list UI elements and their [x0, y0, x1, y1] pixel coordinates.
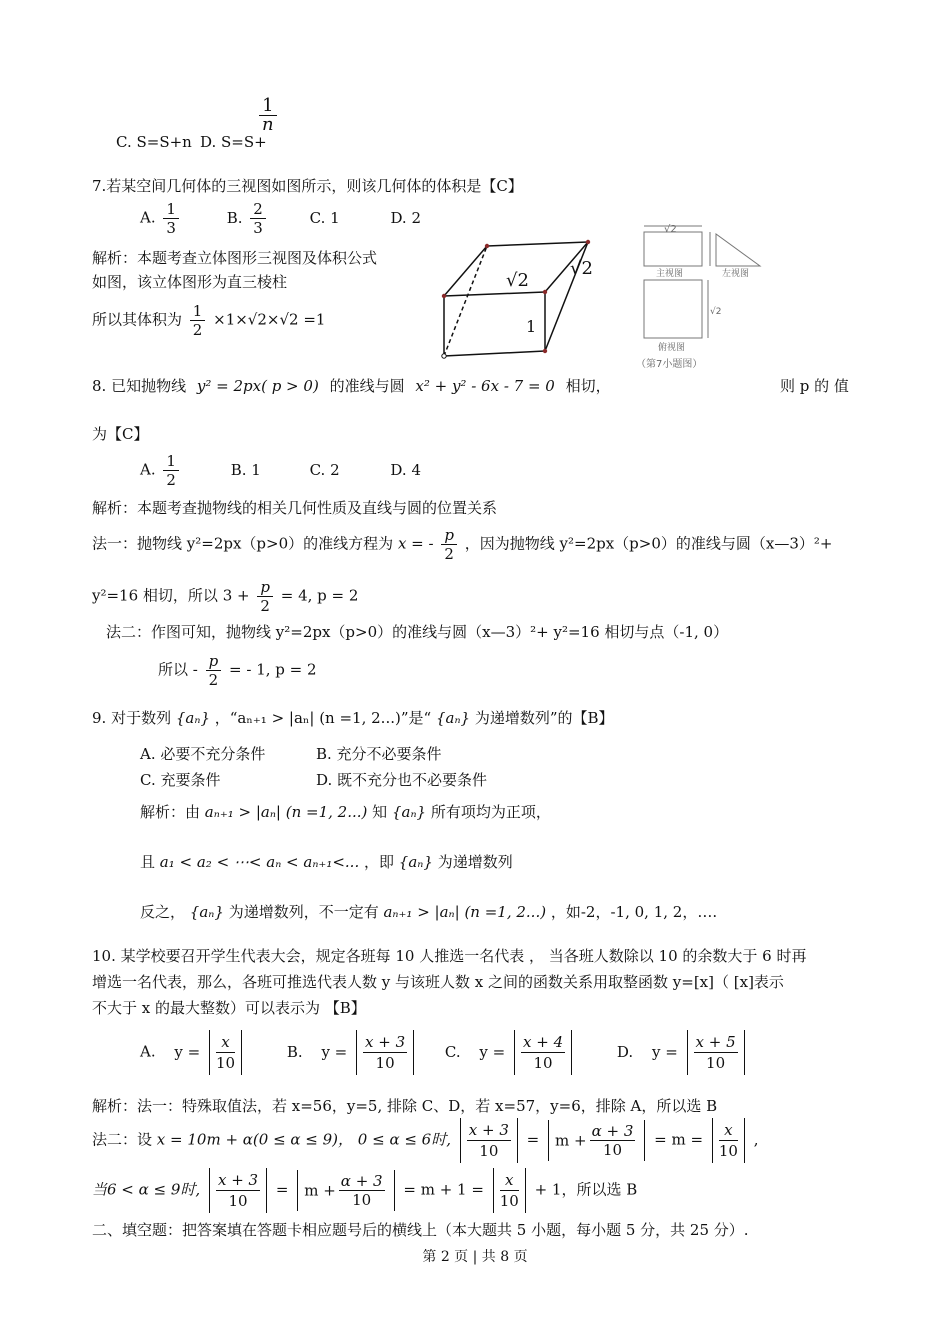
q7-analysis-2: 如图，该立体图形为直三棱柱	[92, 273, 288, 291]
prism-label-1: 1	[526, 317, 537, 336]
prism-hidden-edge	[444, 246, 487, 356]
figure-caption: （第7小题图）	[636, 359, 703, 370]
q10-options: A. y = $\frac{x}{10}$ B. y = $\frac{x + 3}{10}$ C. y = $\frac{x + 4}{10}$ D. y = $\frac{x + 5}{10}$	[140, 1030, 749, 1075]
q8-stem: 8. 已知抛物线 y² = 2px( p > 0) 的准线与圆 x² + y² - 6x - 7 = 0 相切，	[92, 377, 611, 395]
q8-method-2-line2: 所以 - $\frac{p}{2}$ = - 1, p = 2	[158, 652, 317, 689]
q6-option-d: D. S=S+	[200, 133, 267, 151]
q8-stem-tail: 则 p 的 值	[780, 377, 849, 395]
q10-stem-line2: 增选一名代表，那么，各班可推选代表人数 y 与该班人数 x 之间的函数关系用取整函数 y=[x]（ [x]表示	[92, 973, 784, 991]
front-view	[644, 232, 702, 266]
view-caption-front: 主视图	[656, 269, 684, 279]
prism-label-sqrt2: √2	[570, 258, 593, 279]
q8-stem-line2: 为【C】	[92, 425, 149, 443]
q9-analysis-1: 解析：由 aₙ₊₁ > |aₙ| (n =1, 2...) 知 {aₙ} 所有项均为正项，	[140, 803, 551, 821]
q10-analysis-3: 当6 < α ≤ 9时, $\frac{x + 3}{10}$ = m + $\frac{\alpha + 3}{10}$ = m + 1 = $\frac{x}{10}$ + 1，所以选 B	[92, 1168, 637, 1213]
q6-option-d-fraction: $\frac{1}{n}$	[256, 97, 280, 134]
prism-label-sqrt2: √2	[506, 270, 529, 291]
view-label-top: √2	[664, 224, 677, 235]
q10-stem-line1: 10. 某学校要召开学生代表大会，规定各班每 10 人推选一名代表 ， 当各班人数除以 10 的余数大于 6 时再	[92, 947, 807, 965]
q8-method-1: 法一：抛物线 y²=2px（p>0）的准线方程为 x = - $\frac{p}{2}$ ，因为抛物线 y²=2px（p>0）的准线与圆（x—3）²+	[92, 526, 833, 563]
q10-analysis-1: 解析：法一：特殊取值法，若 x=56，y=5, 排除 C、D，若 x=57，y=6，排除 A，所以选 B	[92, 1097, 718, 1115]
q8-method-2: 法二：作图可知，抛物线 y²=2px（p>0）的准线与圆（x—3）²+ y²=16 相切与点（-1, 0）	[106, 623, 729, 641]
q8-method-1-line2: y²=16 相切，所以 3 + $\frac{p}{2}$ = 4, p = 2	[92, 578, 359, 615]
q7-analysis-1: 解析：本题考查立体图形三视图及体积公式	[92, 249, 378, 267]
view-caption-side: 左视图	[722, 269, 750, 279]
q9-option-a: A. 必要不充分条件	[140, 745, 266, 763]
prism-figure	[430, 230, 620, 370]
prism-edge	[444, 351, 545, 356]
top-view	[644, 280, 702, 338]
q10-stem-line3: 不大于 x 的最大整数）可以表示为 【B】	[92, 999, 366, 1017]
prism-edge	[487, 242, 588, 246]
q9-analysis-2: 且 a₁ < a₂ < ⋯< aₙ < aₙ₊₁<... ，即 {aₙ} 为递增数列	[140, 853, 513, 871]
side-view	[716, 234, 760, 266]
page-footer: 第 2 页 | 共 8 页	[422, 1249, 528, 1265]
q7-analysis-3: 所以其体积为 $\frac{1}{2}$ ×1×√2×√2 =1	[92, 302, 326, 339]
view-label-right: √2	[710, 307, 722, 317]
q9-option-c: C. 充要条件	[140, 771, 221, 789]
q7-options: A. $\frac{1}{3}$ B. $\frac{2}{3}$ C. 1 D. 2	[140, 200, 422, 237]
q9-option-d: D. 既不充分也不必要条件	[316, 771, 488, 789]
q9-option-b: B. 充分不必要条件	[316, 745, 442, 763]
q9-stem: 9. 对于数列 {aₙ} ，“aₙ₊₁ > |aₙ| (n =1, 2...)”是“ {aₙ} 为递增数列”的【B】	[92, 709, 614, 727]
q7-stem: 7.若某空间几何体的三视图如图所示，则该几何体的体积是【C】	[92, 177, 523, 195]
q6-option-c: C. S=S+n	[116, 133, 192, 151]
prism-edge	[444, 246, 487, 296]
three-views-figure	[632, 222, 772, 372]
section-2-heading: 二、填空题：把答案填在答题卡相应题号后的横线上（本大题共 5 小题，每小题 5 分，共 25 分）.	[92, 1221, 749, 1239]
q10-analysis-2: 法二：设 x = 10m + α(0 ≤ α ≤ 9)， 0 ≤ α ≤ 6时, $\frac{x + 3}{10}$ = m + $\frac{\alpha + 3}{10}$ = m = $\frac{x}{10}$ ,	[92, 1118, 759, 1163]
q8-options: A. $\frac{1}{2}$ B. 1 C. 2 D. 4	[140, 452, 421, 489]
q8-analysis: 解析：本题考查抛物线的相关几何性质及直线与圆的位置关系	[92, 499, 498, 517]
q9-analysis-3: 反之， {aₙ} 为递增数列，不一定有 aₙ₊₁ > |aₙ| (n =1, 2...) ，如-2，-1, 0, 1, 2，….	[140, 903, 718, 921]
view-caption-bottom: 俯视图	[658, 343, 686, 353]
prism-edge	[444, 292, 545, 296]
